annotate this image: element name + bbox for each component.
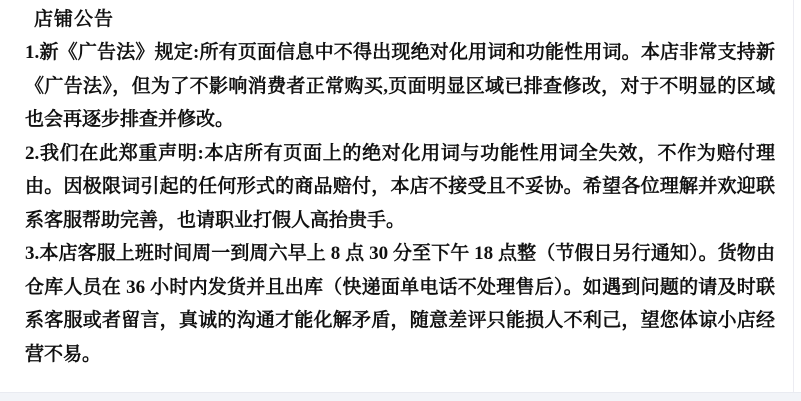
announcement-paragraph-2: 2.我们在此郑重声明:本店所有页面上的绝对化用词与功能性用词全失效，不作为赔付理由。因极限词引起的任何形式的商品赔付，本店不接受且不妥协。希望各位理解并欢迎联系客服帮助完善，也请职业打假人高抬贵手。 [25, 142, 775, 231]
announcement-paragraph-3: 3.本店客服上班时间周一到周六早上 8 点 30 分至下午 18 点整（节假日另行通知）。货物由仓库人员在 36 小时内发货并且出库（快递面单电话不处理售后）。如遇到问题的请及时联系客服或者留言，真诚的沟通才能化解矛盾，随意差评只能损人不利己，望您体谅小店经营不易。 [25, 243, 775, 365]
right-edge-divider [793, 0, 794, 392]
bottom-strip [0, 392, 801, 401]
announcement-content [25, 4, 775, 371]
announcement-paragraph-1: 1.新《广告法》规定:所有页面信息中不得出现绝对化用词和功能性用词。本店非常支持新《广告法》，但为了不影响消费者正常购买,页面明显区域已排查修改，对于不明显的区域也会再逐步排查并修改。 [25, 42, 775, 130]
page-title: 店铺公告 [34, 9, 115, 30]
